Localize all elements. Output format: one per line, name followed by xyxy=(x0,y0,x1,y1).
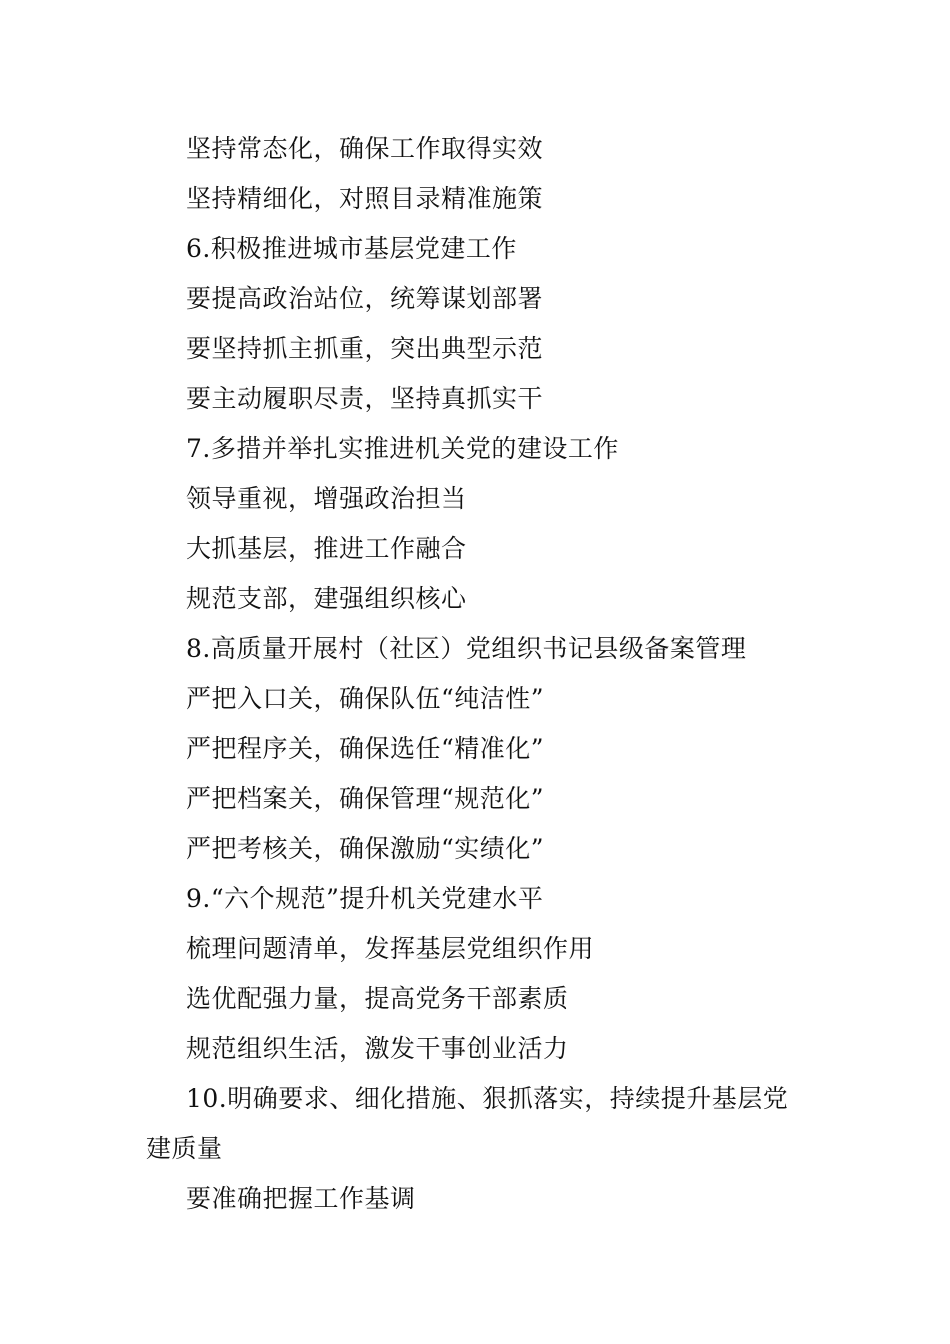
section-heading: 7.多措并举扎实推进机关党的建设工作 xyxy=(186,434,619,463)
text-line: 规范支部，建强组织核心 xyxy=(186,584,467,613)
text-line: 要坚持抓主抓重，突出典型示范 xyxy=(186,334,544,363)
text-line: 严把档案关，确保管理“规范化” xyxy=(186,784,545,813)
section-heading: 8.高质量开展村（社区）党组织书记县级备案管理 xyxy=(186,634,747,663)
text-line: 要主动履职尽责，坚持真抓实干 xyxy=(186,384,544,413)
text-line: 领导重视，增强政治担当 xyxy=(186,484,467,513)
text-line: 要准确把握工作基调 xyxy=(186,1184,416,1213)
text-line: 梳理问题清单，发挥基层党组织作用 xyxy=(186,934,595,963)
text-line: 严把程序关，确保选任“精准化” xyxy=(186,734,545,763)
text-line: 严把考核关，确保激励“实绩化” xyxy=(186,834,545,863)
text-line: 坚持精细化，对照目录精准施策 xyxy=(186,184,544,213)
section-heading-continuation: 建质量 xyxy=(146,1134,223,1163)
text-line: 要提高政治站位，统筹谋划部署 xyxy=(186,284,544,313)
section-heading: 6.积极推进城市基层党建工作 xyxy=(186,234,517,263)
text-line: 规范组织生活，激发干事创业活力 xyxy=(186,1034,569,1063)
text-line: 坚持常态化，确保工作取得实效 xyxy=(186,134,544,163)
text-line: 大抓基层，推进工作融合 xyxy=(186,534,467,563)
section-heading: 9.“六个规范”提升机关党建水平 xyxy=(186,884,544,913)
text-line: 选优配强力量，提高党务干部素质 xyxy=(186,984,569,1013)
section-heading: 10.明确要求、细化措施、狠抓落实，持续提升基层党 xyxy=(186,1084,789,1113)
text-line: 严把入口关，确保队伍“纯洁性” xyxy=(186,684,545,713)
